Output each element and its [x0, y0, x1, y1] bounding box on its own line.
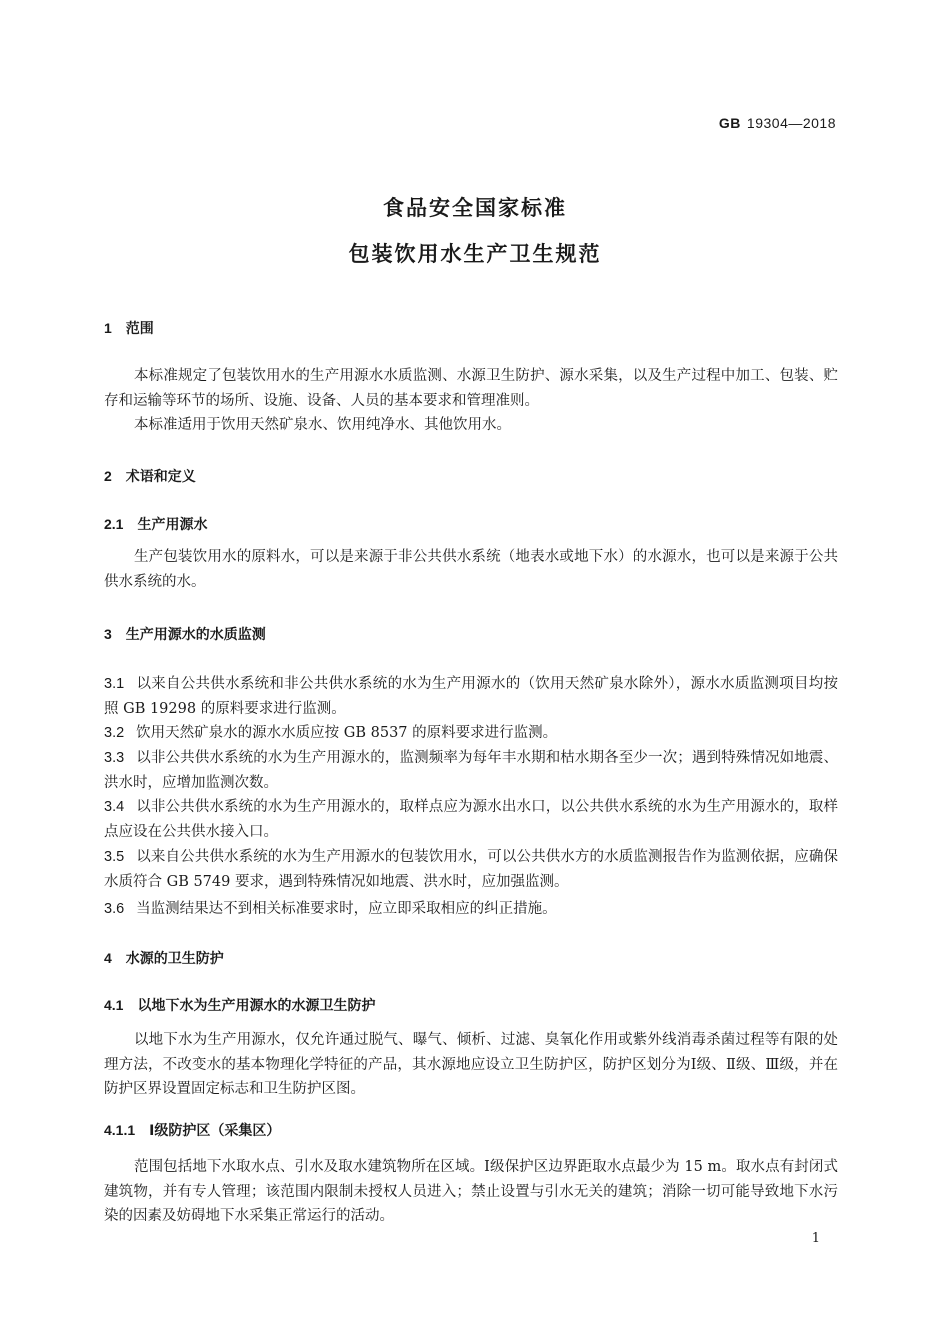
section-4-heading — [104, 948, 224, 968]
section-4-1-1-paragraph: 范围包括地下水取水点、引水及取水建筑物所在区域。Ⅰ级保护区边界距取水点最少为 15 m。取水点有封闭式建筑物，并有专人管理；该范围内限制未授权人员进入；禁止设置与引水无关的建筑；消除一切可能导致地下水污染的因素及妨碍地下水采集正常运行的活动。 — [104, 1159, 838, 1224]
clause-3-2 — [104, 721, 838, 746]
section-1-paragraph-1: 本标准规定了包装饮用水的生产用源水水质监测、水源卫生防护、源水采集，以及生产过程中加工、包装、贮存和运输等环节的场所、设施、设备、人员的基本要求和管理准则。 — [104, 368, 838, 409]
section-number: 4.1.1 — [104, 1122, 136, 1138]
section-number: 2 — [104, 468, 112, 484]
section-2-1-heading — [104, 514, 207, 534]
section-title: 生产用源水的水质监测 — [125, 627, 266, 643]
clause-3-1 — [104, 672, 838, 721]
standard-code — [719, 115, 836, 131]
section-title: 水源的卫生防护 — [125, 951, 224, 967]
clause-text: 以来自公共供水系统的水为生产用源水的包装饮用水，可以公共供水方的水质监测报告作为监测依据，应确保水质符合 GB 5749 要求，遇到特殊情况如地震、洪水时，应加强监测。 — [104, 849, 838, 890]
clause-number: 3.6 — [104, 901, 125, 917]
page-number: 1 — [811, 1231, 820, 1246]
section-2-1-paragraph: 生产包装饮用水的原料水，可以是来源于非公共供水系统（地表水或地下水）的水源水，也可以是来源于公共供水系统的水。 — [104, 549, 838, 590]
clause-3-4 — [104, 795, 838, 844]
section-number: 3 — [104, 626, 112, 642]
section-1-heading — [104, 318, 154, 338]
clause-3-6 — [104, 897, 838, 922]
section-number: 2.1 — [104, 516, 124, 532]
clause-text: 以非公共供水系统的水为生产用源水的，取样点应为源水出水口，以公共供水系统的水为生产用源水的，取样点应设在公共供水接入口。 — [104, 799, 838, 840]
section-4-1-1-heading — [104, 1120, 280, 1140]
clause-3-5 — [104, 845, 838, 894]
section-title: 生产用源水 — [137, 517, 208, 533]
section-title: 范围 — [125, 321, 154, 337]
clause-text: 以非公共供水系统的水为生产用源水的，监测频率为每年丰水期和枯水期各至少一次；遇到特殊情况如地震、洪水时，应增加监测次数。 — [104, 750, 838, 791]
document-title-line2: 包装饮用水生产卫生规范 — [348, 242, 602, 266]
section-number: 4.1 — [104, 997, 124, 1013]
clause-number: 3.2 — [104, 725, 125, 741]
section-number: 4 — [104, 950, 112, 966]
clause-3-3 — [104, 746, 838, 795]
document-title-line1: 食品安全国家标准 — [383, 196, 567, 220]
standard-code-number: 19304—2018 — [746, 115, 836, 131]
section-1-paragraph-2: 本标准适用于饮用天然矿泉水、饮用纯净水、其他饮用水。 — [134, 417, 511, 433]
section-title: 以地下水为生产用源水的水源卫生防护 — [137, 998, 376, 1014]
section-number: 1 — [104, 320, 112, 336]
section-title: 术语和定义 — [125, 469, 196, 485]
clause-number: 3.1 — [104, 676, 125, 692]
section-2-heading — [104, 466, 196, 486]
clause-number: 3.5 — [104, 849, 125, 865]
section-3-heading — [104, 624, 266, 644]
section-4-1-heading — [104, 995, 375, 1015]
standard-code-prefix: GB — [718, 115, 741, 131]
clause-number: 3.4 — [104, 799, 125, 815]
clause-text: 饮用天然矿泉水的源水水质应按 GB 8537 的原料要求进行监测。 — [136, 725, 558, 741]
clause-text: 当监测结果达不到相关标准要求时，应立即采取相应的纠正措施。 — [136, 901, 557, 917]
clause-text: 以来自公共供水系统和非公共供水系统的水为生产用源水的（饮用天然矿泉水除外），源水水质监测项目均按照 GB 19298 的原料要求进行监测。 — [104, 676, 838, 717]
section-4-1-paragraph: 以地下水为生产用源水，仅允许通过脱气、曝气、倾析、过滤、臭氧化作用或紫外线消毒杀菌过程等有限的处理方法，不改变水的基本物理化学特征的产品，其水源地应设立卫生防护区，防护区划分为Ⅰ级、Ⅱ级、Ⅲ级，并在防护区界设置固定标志和卫生防护区图。 — [104, 1032, 838, 1097]
clause-number: 3.3 — [104, 750, 125, 766]
section-title: Ⅰ级防护区（采集区） — [149, 1123, 281, 1139]
